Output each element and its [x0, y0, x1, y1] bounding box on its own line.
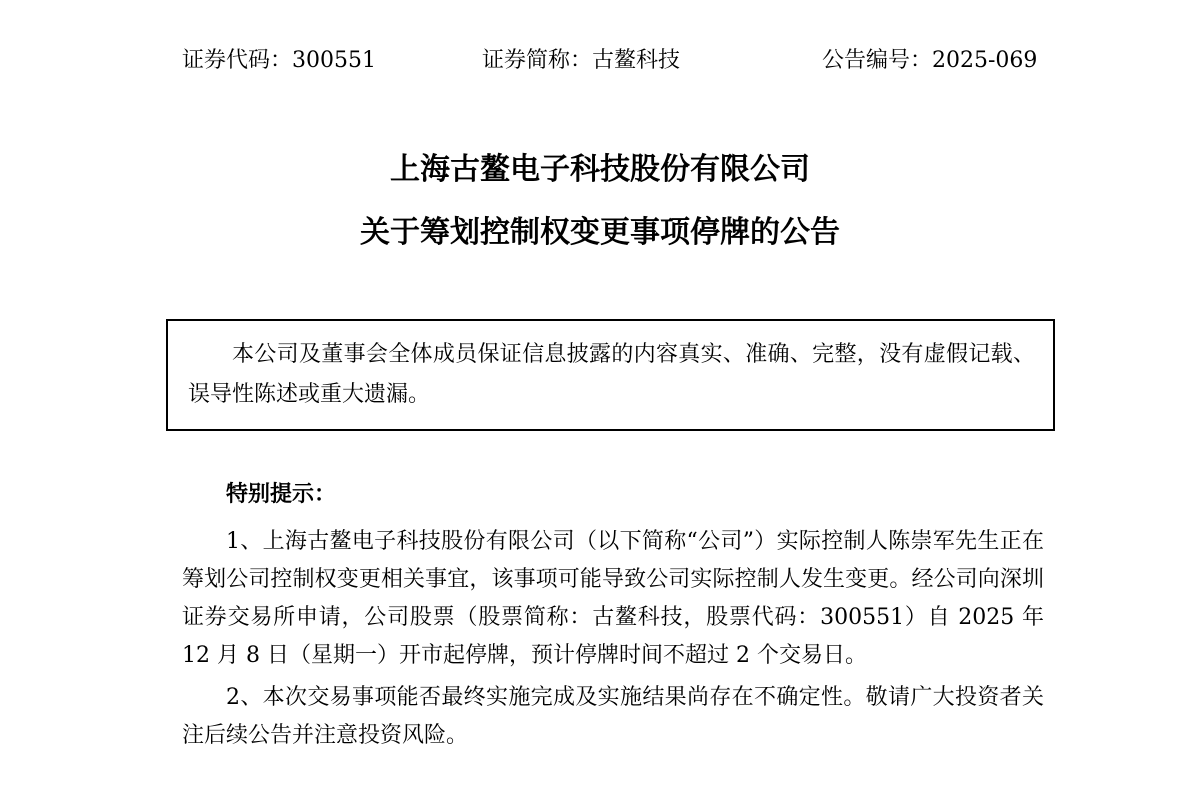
- stock-code: 证券代码：300551: [182, 48, 376, 73]
- announcement-number: 公告编号：2025-069: [822, 48, 1038, 73]
- notice-item-2: 2、本次交易事项能否最终实施完成及实施结果尚存在不确定性。敬请广大投资者关注后续公告并注意投资风险。: [182, 685, 1044, 748]
- disclosure-statement-box: [166, 319, 1055, 431]
- announcement-title: 关于筹划控制权变更事项停牌的公告: [360, 215, 840, 250]
- notice-item-1: 1、上海古鳌电子科技股份有限公司（以下简称“公司”）实际控制人陈崇军先生正在筹划公司控制权变更相关事宜，该事项可能导致公司实际控制人发生变更。经公司向深圳证券交易所申请，公司股票（股票简称：古鳌科技，股票代码：300551）自 2025 年 12 月 8 日（星期一）开市起停牌，预计停牌时间不超过 2 个交易日。: [182, 529, 1044, 668]
- special-notice-body: [182, 523, 1044, 755]
- stock-short-name: 证券简称：古鳌科技: [482, 48, 681, 73]
- special-notice-heading: 特别提示：: [226, 482, 337, 507]
- document-header: [0, 46, 1200, 76]
- disclosure-statement-text: 本公司及董事会全体成员保证信息披露的内容真实、准确、完整，没有虚假记载、误导性陈述或重大遗漏。: [188, 342, 1035, 407]
- company-title: 上海古鳌电子科技股份有限公司: [390, 152, 810, 187]
